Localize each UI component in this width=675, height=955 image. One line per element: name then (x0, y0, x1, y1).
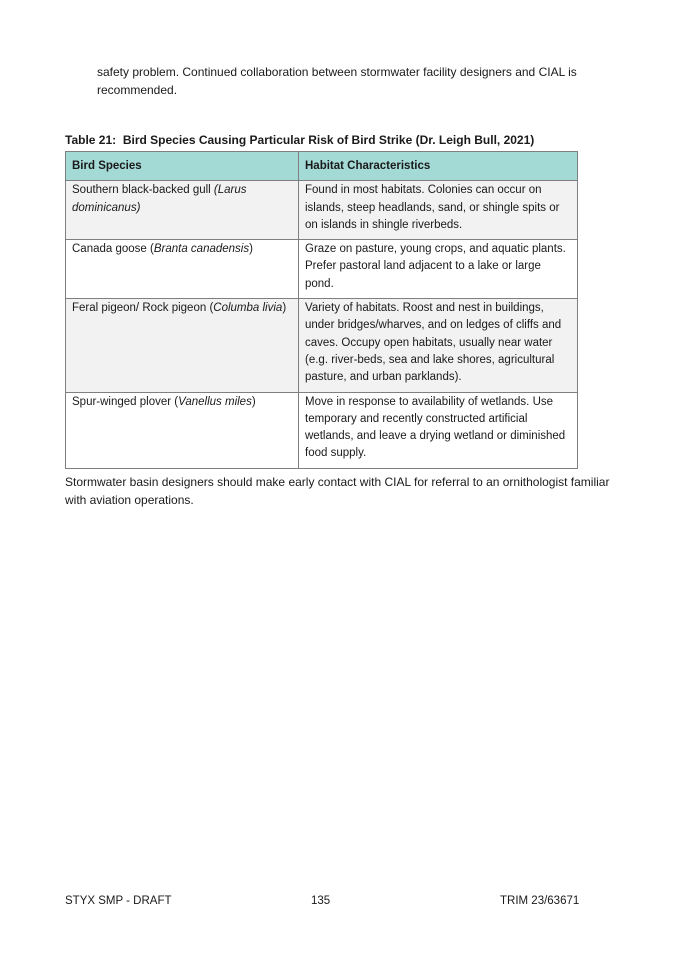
habitat-cell: Variety of habitats. Roost and nest in buildings, under bridges/wharves, and on ledges of cliffs and caves. Occupy open habitats, usually near water (e.g. river-beds, sea and lake shores, agricultural pasture, and urban parklands). (299, 299, 578, 392)
species-cell (66, 181, 299, 240)
footer-trim-reference: TRIM 23/63671 (500, 895, 580, 907)
bird-species-table (65, 151, 578, 469)
table-header-row (66, 152, 578, 181)
table-row (66, 392, 578, 468)
species-cell (66, 299, 299, 392)
table-caption-label: Table 21 (65, 133, 113, 147)
species-scientific-name: Columba livia (213, 302, 283, 315)
header-habitat-characteristics: Habitat Characteristics (299, 152, 578, 181)
species-suffix: ) (282, 302, 287, 315)
species-scientific-name: Vanellus miles (178, 395, 252, 408)
species-common-name: Spur-winged plover ( (72, 395, 179, 408)
intro-paragraph: safety problem. Continued collaboration between stormwater facility designers and CIAL is recommended. (97, 65, 577, 97)
habitat-cell: Found in most habitats. Colonies can occur on islands, steep headlands, sand, or shingle spits or on islands in shingle riverbeds. (299, 181, 578, 240)
footer-document-name: STYX SMP - DRAFT (65, 895, 172, 907)
table-caption-title: Bird Species Causing Particular Risk of Bird Strike (Dr. Leigh Bull, 2021) (122, 133, 535, 147)
species-scientific-name: Branta canadensis (153, 243, 250, 256)
header-bird-species: Bird Species (66, 152, 299, 181)
species-cell (66, 240, 299, 299)
habitat-cell: Graze on pasture, young crops, and aquatic plants. Prefer pastoral land adjacent to a lake or large pond. (299, 240, 578, 299)
species-suffix: ) (249, 243, 253, 256)
species-cell (66, 392, 299, 468)
habitat-cell: Move in response to availability of wetlands. Use temporary and recently constructed artificial wetlands, and leave a drying wetland or diminished food supply. (299, 392, 578, 468)
footer-page-number: 135 (311, 895, 331, 907)
species-common-name: Southern black-backed gull (72, 184, 214, 197)
table-row (66, 181, 578, 240)
table-caption (65, 131, 585, 149)
species-scientific-name: (Larus dominicanus) (72, 184, 247, 214)
species-common-name: Canada goose ( (72, 243, 154, 256)
table-caption-separator: : (112, 133, 117, 147)
species-suffix: ) (251, 395, 256, 408)
table-row (66, 240, 578, 299)
species-common-name: Feral pigeon/ Rock pigeon ( (72, 302, 214, 315)
table-row (66, 299, 578, 392)
closing-paragraph: Stormwater basin designers should make early contact with CIAL for referral to an ornithologist familiar with aviation operations. (65, 475, 610, 507)
